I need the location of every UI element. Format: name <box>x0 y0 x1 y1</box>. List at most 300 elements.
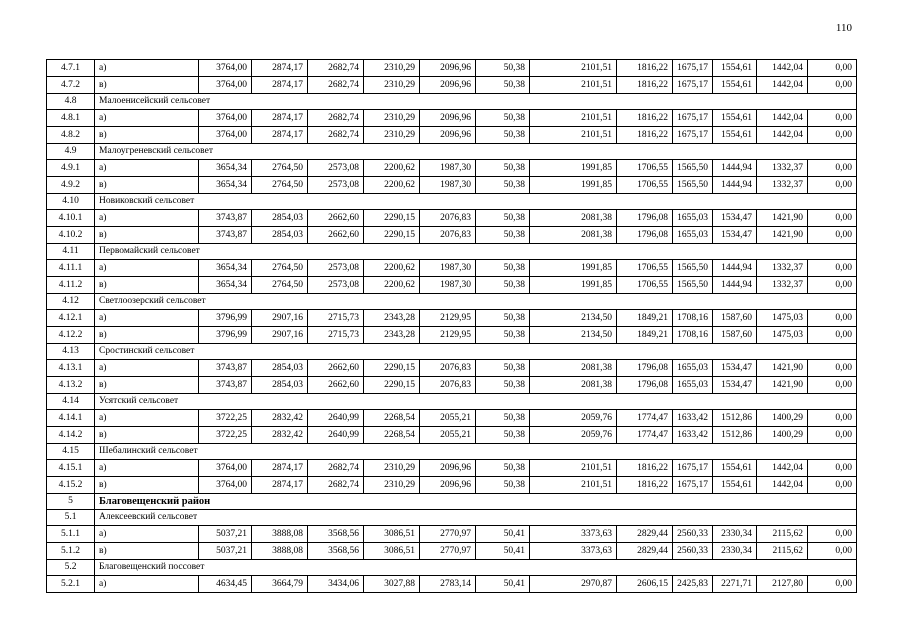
value-cell: 50,38 <box>476 177 530 194</box>
value-cell: 0,00 <box>808 526 857 543</box>
row-label: а) <box>95 260 199 277</box>
value-cell: 50,41 <box>476 543 530 560</box>
row-code: 4.14.2 <box>47 427 95 444</box>
value-cell: 1442,04 <box>757 77 808 94</box>
value-cell: 3086,51 <box>364 526 420 543</box>
value-cell: 3027,88 <box>364 576 420 593</box>
value-cell: 2343,28 <box>364 327 420 344</box>
value-cell: 2764,50 <box>252 160 308 177</box>
value-cell: 2829,44 <box>617 543 673 560</box>
row-code: 4.15.2 <box>47 477 95 494</box>
value-cell: 2115,62 <box>757 543 808 560</box>
value-cell: 1991,85 <box>530 177 617 194</box>
row-label: в) <box>95 543 199 560</box>
value-cell: 3796,99 <box>199 327 252 344</box>
value-cell: 1442,04 <box>757 60 808 77</box>
value-cell: 0,00 <box>808 543 857 560</box>
value-cell: 1816,22 <box>617 477 673 494</box>
value-cell: 1534,47 <box>713 360 757 377</box>
value-cell: 0,00 <box>808 576 857 593</box>
value-cell: 2573,08 <box>308 177 364 194</box>
value-cell: 0,00 <box>808 127 857 144</box>
row-label: в) <box>95 277 199 294</box>
value-cell: 1675,17 <box>673 110 713 127</box>
value-cell: 2854,03 <box>252 360 308 377</box>
value-cell: 1421,90 <box>757 360 808 377</box>
row-label: в) <box>95 227 199 244</box>
value-cell: 1796,08 <box>617 360 673 377</box>
value-cell: 2076,83 <box>420 377 476 394</box>
row-label: в) <box>95 377 199 394</box>
value-cell: 2101,51 <box>530 477 617 494</box>
value-cell: 2854,03 <box>252 210 308 227</box>
value-cell: 1565,50 <box>673 160 713 177</box>
value-cell: 2662,60 <box>308 227 364 244</box>
value-cell: 2290,15 <box>364 210 420 227</box>
value-cell: 1708,16 <box>673 310 713 327</box>
value-cell: 1444,94 <box>713 177 757 194</box>
value-cell: 3764,00 <box>199 477 252 494</box>
row-code: 4.10.1 <box>47 210 95 227</box>
value-cell: 2682,74 <box>308 477 364 494</box>
value-cell: 1675,17 <box>673 60 713 77</box>
section-title: Благовещенский поссовет <box>95 560 857 576</box>
value-cell: 1554,61 <box>713 127 757 144</box>
value-cell: 3764,00 <box>199 110 252 127</box>
value-cell: 1849,21 <box>617 327 673 344</box>
value-cell: 2310,29 <box>364 110 420 127</box>
value-cell: 2290,15 <box>364 227 420 244</box>
value-cell: 3722,25 <box>199 427 252 444</box>
value-cell: 1774,47 <box>617 410 673 427</box>
value-cell: 50,38 <box>476 210 530 227</box>
value-cell: 3373,63 <box>530 543 617 560</box>
value-cell: 2268,54 <box>364 427 420 444</box>
section-row <box>47 494 857 510</box>
value-cell: 1706,55 <box>617 177 673 194</box>
table-row <box>47 460 857 477</box>
value-cell: 2829,44 <box>617 526 673 543</box>
row-label: а) <box>95 310 199 327</box>
value-cell: 1849,21 <box>617 310 673 327</box>
value-cell: 2682,74 <box>308 77 364 94</box>
value-cell: 50,38 <box>476 60 530 77</box>
section-row <box>47 560 857 576</box>
row-label: а) <box>95 210 199 227</box>
value-cell: 2134,50 <box>530 327 617 344</box>
section-title: Сростинский сельсовет <box>95 344 857 360</box>
value-cell: 1554,61 <box>713 77 757 94</box>
value-cell: 3743,87 <box>199 377 252 394</box>
value-cell: 0,00 <box>808 310 857 327</box>
row-label: в) <box>95 177 199 194</box>
table-row <box>47 127 857 144</box>
row-code: 4.7.2 <box>47 77 95 94</box>
row-label: в) <box>95 77 199 94</box>
row-code: 4.13.2 <box>47 377 95 394</box>
row-code: 4.12.2 <box>47 327 95 344</box>
value-cell: 3764,00 <box>199 77 252 94</box>
row-code: 4.12.1 <box>47 310 95 327</box>
section-row <box>47 444 857 460</box>
value-cell: 1991,85 <box>530 260 617 277</box>
value-cell: 2640,99 <box>308 410 364 427</box>
value-cell: 1534,47 <box>713 210 757 227</box>
value-cell: 2096,96 <box>420 460 476 477</box>
value-cell: 2059,76 <box>530 427 617 444</box>
value-cell: 2764,50 <box>252 277 308 294</box>
value-cell: 3764,00 <box>199 460 252 477</box>
value-cell: 2907,16 <box>252 327 308 344</box>
value-cell: 3888,08 <box>252 543 308 560</box>
value-cell: 2134,50 <box>530 310 617 327</box>
value-cell: 2081,38 <box>530 210 617 227</box>
value-cell: 1442,04 <box>757 110 808 127</box>
value-cell: 50,38 <box>476 160 530 177</box>
value-cell: 3654,34 <box>199 177 252 194</box>
row-label: в) <box>95 477 199 494</box>
row-code: 4.11.2 <box>47 277 95 294</box>
value-cell: 1774,47 <box>617 427 673 444</box>
value-cell: 0,00 <box>808 360 857 377</box>
value-cell: 1655,03 <box>673 227 713 244</box>
row-code: 4.11 <box>47 244 95 260</box>
value-cell: 2101,51 <box>530 460 617 477</box>
value-cell: 2854,03 <box>252 377 308 394</box>
row-code: 5.1.1 <box>47 526 95 543</box>
row-code: 4.15 <box>47 444 95 460</box>
value-cell: 2682,74 <box>308 60 364 77</box>
value-cell: 3888,08 <box>252 526 308 543</box>
value-cell: 2640,99 <box>308 427 364 444</box>
value-cell: 2343,28 <box>364 310 420 327</box>
row-label: а) <box>95 160 199 177</box>
value-cell: 3654,34 <box>199 160 252 177</box>
value-cell: 2560,33 <box>673 543 713 560</box>
value-cell: 1633,42 <box>673 410 713 427</box>
value-cell: 2096,96 <box>420 60 476 77</box>
value-cell: 1633,42 <box>673 427 713 444</box>
value-cell: 2290,15 <box>364 377 420 394</box>
row-code: 4.10.2 <box>47 227 95 244</box>
value-cell: 50,38 <box>476 277 530 294</box>
section-row <box>47 194 857 210</box>
value-cell: 2059,76 <box>530 410 617 427</box>
value-cell: 2200,62 <box>364 177 420 194</box>
row-code: 4.8 <box>47 94 95 110</box>
section-title: Светлоозерский сельсовет <box>95 294 857 310</box>
value-cell: 1675,17 <box>673 477 713 494</box>
value-cell: 2115,62 <box>757 526 808 543</box>
value-cell: 2055,21 <box>420 410 476 427</box>
value-cell: 3568,56 <box>308 526 364 543</box>
table-row <box>47 110 857 127</box>
value-cell: 2770,97 <box>420 526 476 543</box>
tariff-table <box>46 59 857 593</box>
row-code: 4.15.1 <box>47 460 95 477</box>
section-title: Благовещенский район <box>95 494 857 510</box>
table-row <box>47 160 857 177</box>
value-cell: 0,00 <box>808 177 857 194</box>
value-cell: 2874,17 <box>252 110 308 127</box>
value-cell: 50,38 <box>476 227 530 244</box>
value-cell: 1421,90 <box>757 227 808 244</box>
value-cell: 2096,96 <box>420 110 476 127</box>
value-cell: 2127,80 <box>757 576 808 593</box>
value-cell: 2715,73 <box>308 310 364 327</box>
value-cell: 50,38 <box>476 260 530 277</box>
value-cell: 3722,25 <box>199 410 252 427</box>
value-cell: 1475,03 <box>757 327 808 344</box>
table-row <box>47 327 857 344</box>
value-cell: 2874,17 <box>252 60 308 77</box>
value-cell: 50,38 <box>476 460 530 477</box>
value-cell: 4634,45 <box>199 576 252 593</box>
value-cell: 1421,90 <box>757 377 808 394</box>
row-label: в) <box>95 127 199 144</box>
value-cell: 1987,30 <box>420 160 476 177</box>
value-cell: 2055,21 <box>420 427 476 444</box>
value-cell: 2101,51 <box>530 110 617 127</box>
page-number: 110 <box>835 22 852 34</box>
row-code: 4.14 <box>47 394 95 410</box>
value-cell: 2101,51 <box>530 60 617 77</box>
value-cell: 1475,03 <box>757 310 808 327</box>
row-code: 4.11.1 <box>47 260 95 277</box>
value-cell: 2310,29 <box>364 77 420 94</box>
section-row <box>47 344 857 360</box>
section-row <box>47 394 857 410</box>
value-cell: 2573,08 <box>308 160 364 177</box>
value-cell: 0,00 <box>808 227 857 244</box>
value-cell: 2200,62 <box>364 277 420 294</box>
table-row <box>47 576 857 593</box>
table-row <box>47 227 857 244</box>
value-cell: 1655,03 <box>673 360 713 377</box>
row-label: а) <box>95 110 199 127</box>
section-row <box>47 510 857 526</box>
value-cell: 50,38 <box>476 477 530 494</box>
value-cell: 0,00 <box>808 327 857 344</box>
value-cell: 1400,29 <box>757 427 808 444</box>
value-cell: 3086,51 <box>364 543 420 560</box>
table-row <box>47 526 857 543</box>
value-cell: 3568,56 <box>308 543 364 560</box>
value-cell: 1796,08 <box>617 377 673 394</box>
value-cell: 3654,34 <box>199 260 252 277</box>
value-cell: 2076,83 <box>420 360 476 377</box>
value-cell: 3796,99 <box>199 310 252 327</box>
value-cell: 2832,42 <box>252 410 308 427</box>
table-row <box>47 260 857 277</box>
value-cell: 1796,08 <box>617 210 673 227</box>
table-row <box>47 60 857 77</box>
value-cell: 0,00 <box>808 460 857 477</box>
value-cell: 2129,95 <box>420 310 476 327</box>
section-title: Малоенисейский сельсовет <box>95 94 857 110</box>
value-cell: 3743,87 <box>199 360 252 377</box>
value-cell: 2310,29 <box>364 460 420 477</box>
value-cell: 0,00 <box>808 77 857 94</box>
value-cell: 2268,54 <box>364 410 420 427</box>
value-cell: 2096,96 <box>420 127 476 144</box>
value-cell: 50,38 <box>476 377 530 394</box>
row-code: 4.9 <box>47 144 95 160</box>
value-cell: 2330,34 <box>713 526 757 543</box>
value-cell: 2271,71 <box>713 576 757 593</box>
value-cell: 2560,33 <box>673 526 713 543</box>
row-code: 4.13.1 <box>47 360 95 377</box>
value-cell: 1706,55 <box>617 277 673 294</box>
value-cell: 3654,34 <box>199 277 252 294</box>
value-cell: 2662,60 <box>308 360 364 377</box>
value-cell: 2682,74 <box>308 110 364 127</box>
value-cell: 1675,17 <box>673 127 713 144</box>
row-label: а) <box>95 526 199 543</box>
value-cell: 0,00 <box>808 410 857 427</box>
value-cell: 0,00 <box>808 60 857 77</box>
row-code: 5.1.2 <box>47 543 95 560</box>
value-cell: 1400,29 <box>757 410 808 427</box>
value-cell: 2310,29 <box>364 127 420 144</box>
value-cell: 2573,08 <box>308 260 364 277</box>
row-code: 5.2.1 <box>47 576 95 593</box>
value-cell: 2310,29 <box>364 60 420 77</box>
row-label: а) <box>95 60 199 77</box>
value-cell: 2764,50 <box>252 177 308 194</box>
value-cell: 2573,08 <box>308 277 364 294</box>
row-code: 4.8.2 <box>47 127 95 144</box>
value-cell: 2907,16 <box>252 310 308 327</box>
value-cell: 50,38 <box>476 77 530 94</box>
value-cell: 2682,74 <box>308 460 364 477</box>
row-code: 4.10 <box>47 194 95 210</box>
value-cell: 1816,22 <box>617 460 673 477</box>
value-cell: 1332,37 <box>757 260 808 277</box>
value-cell: 1987,30 <box>420 260 476 277</box>
value-cell: 0,00 <box>808 277 857 294</box>
value-cell: 0,00 <box>808 160 857 177</box>
row-code: 5.2 <box>47 560 95 576</box>
value-cell: 2101,51 <box>530 127 617 144</box>
value-cell: 3764,00 <box>199 60 252 77</box>
value-cell: 2764,50 <box>252 260 308 277</box>
value-cell: 1421,90 <box>757 210 808 227</box>
row-code: 4.13 <box>47 344 95 360</box>
row-label: а) <box>95 576 199 593</box>
value-cell: 1442,04 <box>757 477 808 494</box>
value-cell: 0,00 <box>808 377 857 394</box>
row-code: 4.9.2 <box>47 177 95 194</box>
value-cell: 0,00 <box>808 260 857 277</box>
value-cell: 2425,83 <box>673 576 713 593</box>
value-cell: 1444,94 <box>713 277 757 294</box>
section-title: Шебалинский сельсовет <box>95 444 857 460</box>
value-cell: 1796,08 <box>617 227 673 244</box>
row-code: 5.1 <box>47 510 95 526</box>
value-cell: 2076,83 <box>420 227 476 244</box>
value-cell: 50,38 <box>476 110 530 127</box>
value-cell: 2715,73 <box>308 327 364 344</box>
value-cell: 1332,37 <box>757 277 808 294</box>
value-cell: 2874,17 <box>252 477 308 494</box>
value-cell: 2200,62 <box>364 260 420 277</box>
value-cell: 2874,17 <box>252 77 308 94</box>
value-cell: 0,00 <box>808 427 857 444</box>
value-cell: 1816,22 <box>617 77 673 94</box>
value-cell: 1675,17 <box>673 460 713 477</box>
value-cell: 50,38 <box>476 127 530 144</box>
value-cell: 1706,55 <box>617 160 673 177</box>
value-cell: 1587,60 <box>713 310 757 327</box>
table-row <box>47 543 857 560</box>
table-row <box>47 77 857 94</box>
table-row <box>47 477 857 494</box>
value-cell: 1444,94 <box>713 260 757 277</box>
value-cell: 2854,03 <box>252 227 308 244</box>
value-cell: 2682,74 <box>308 127 364 144</box>
value-cell: 2783,14 <box>420 576 476 593</box>
value-cell: 2081,38 <box>530 377 617 394</box>
section-title: Усятский сельсовет <box>95 394 857 410</box>
table-row <box>47 310 857 327</box>
row-code: 4.8.1 <box>47 110 95 127</box>
value-cell: 0,00 <box>808 210 857 227</box>
value-cell: 2310,29 <box>364 477 420 494</box>
value-cell: 2290,15 <box>364 360 420 377</box>
value-cell: 3743,87 <box>199 210 252 227</box>
value-cell: 1565,50 <box>673 260 713 277</box>
value-cell: 2770,97 <box>420 543 476 560</box>
value-cell: 1816,22 <box>617 110 673 127</box>
row-label: а) <box>95 460 199 477</box>
value-cell: 50,38 <box>476 410 530 427</box>
value-cell: 1706,55 <box>617 260 673 277</box>
value-cell: 1987,30 <box>420 177 476 194</box>
value-cell: 3764,00 <box>199 127 252 144</box>
value-cell: 1442,04 <box>757 127 808 144</box>
value-cell: 50,38 <box>476 360 530 377</box>
value-cell: 1442,04 <box>757 460 808 477</box>
value-cell: 2606,15 <box>617 576 673 593</box>
row-label: в) <box>95 327 199 344</box>
value-cell: 0,00 <box>808 477 857 494</box>
value-cell: 2874,17 <box>252 127 308 144</box>
value-cell: 50,41 <box>476 576 530 593</box>
value-cell: 0,00 <box>808 110 857 127</box>
value-cell: 1587,60 <box>713 327 757 344</box>
value-cell: 1987,30 <box>420 277 476 294</box>
table-row <box>47 277 857 294</box>
value-cell: 50,38 <box>476 327 530 344</box>
value-cell: 3434,06 <box>308 576 364 593</box>
value-cell: 1675,17 <box>673 77 713 94</box>
value-cell: 1512,86 <box>713 410 757 427</box>
value-cell: 1655,03 <box>673 210 713 227</box>
value-cell: 3743,87 <box>199 227 252 244</box>
value-cell: 2970,87 <box>530 576 617 593</box>
value-cell: 2081,38 <box>530 360 617 377</box>
value-cell: 3373,63 <box>530 526 617 543</box>
row-label: в) <box>95 427 199 444</box>
value-cell: 2832,42 <box>252 427 308 444</box>
value-cell: 1991,85 <box>530 277 617 294</box>
value-cell: 2662,60 <box>308 377 364 394</box>
value-cell: 1816,22 <box>617 127 673 144</box>
value-cell: 50,38 <box>476 310 530 327</box>
value-cell: 1565,50 <box>673 277 713 294</box>
value-cell: 2096,96 <box>420 477 476 494</box>
